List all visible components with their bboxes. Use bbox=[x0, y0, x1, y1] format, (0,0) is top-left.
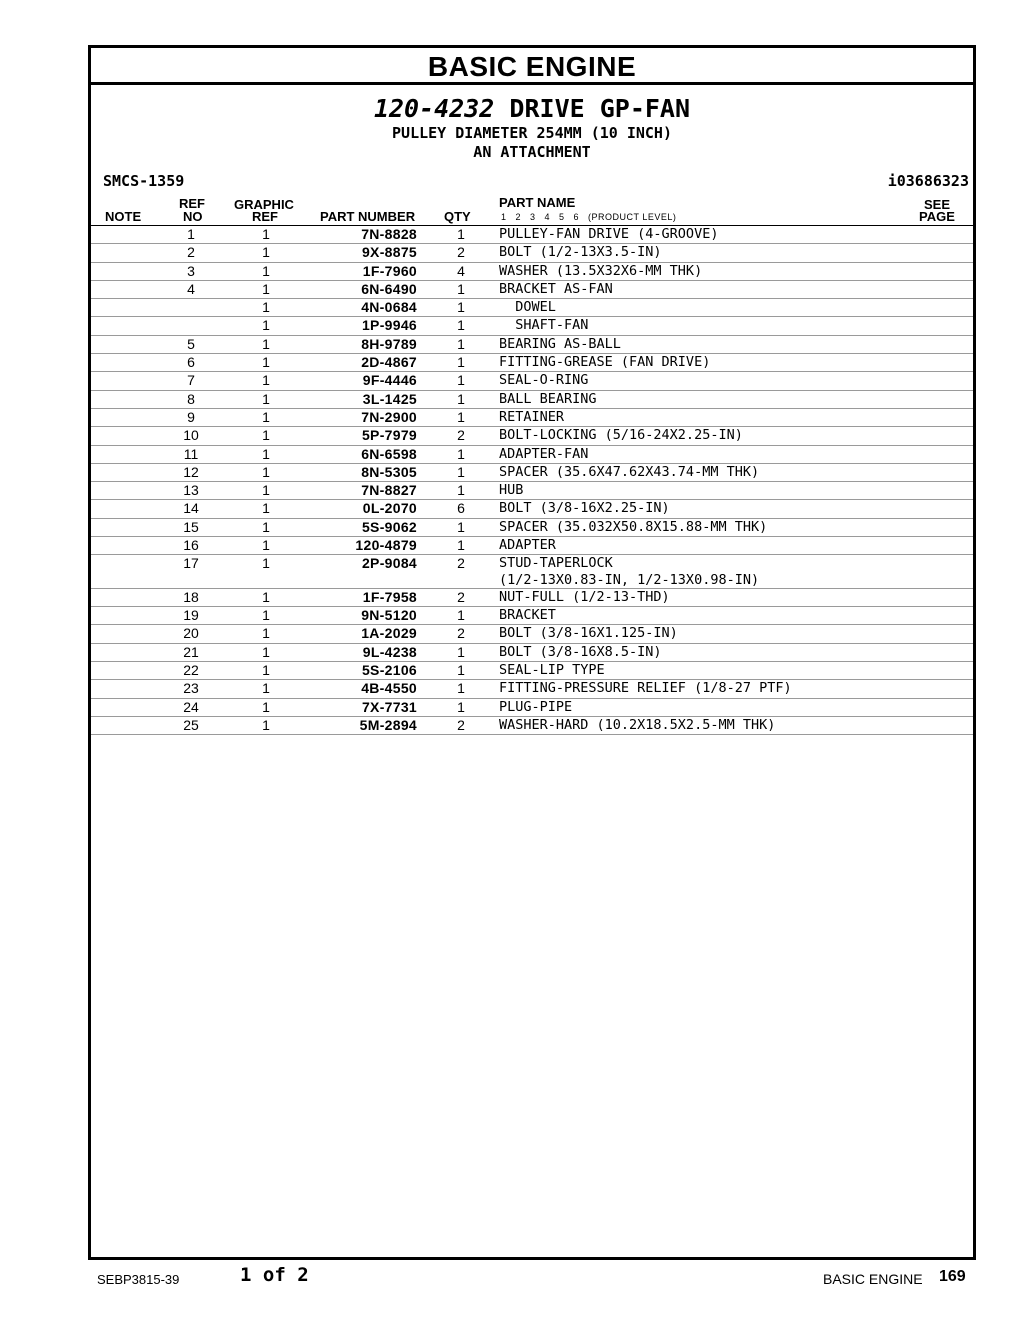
table-row bbox=[91, 537, 973, 555]
part-number: 3L-1425 bbox=[362, 390, 417, 407]
graphic-ref: 1 bbox=[262, 482, 270, 499]
part-name bbox=[499, 281, 939, 298]
part-name-line: SPACER (35.032X50.8X15.88-MM THK) bbox=[499, 518, 768, 535]
group-header bbox=[91, 94, 973, 162]
header-part-number: PART NUMBER bbox=[320, 209, 416, 224]
ref-no: 23 bbox=[183, 680, 199, 697]
ref-no: 4 bbox=[187, 280, 195, 297]
graphic-ref: 1 bbox=[262, 408, 270, 425]
part-name bbox=[499, 372, 939, 389]
quantity: 1 bbox=[457, 680, 465, 697]
table-row bbox=[91, 699, 973, 717]
group-title bbox=[91, 94, 973, 124]
part-number: 5S-2106 bbox=[361, 662, 417, 679]
quantity: 1 bbox=[457, 354, 465, 371]
table-row bbox=[91, 607, 973, 625]
graphic-ref: 1 bbox=[262, 537, 270, 554]
part-number: 1F-7960 bbox=[362, 262, 417, 279]
part-name bbox=[499, 519, 939, 536]
table-row bbox=[91, 482, 973, 500]
parts-page-frame bbox=[88, 45, 976, 1260]
part-name bbox=[499, 354, 939, 371]
part-name bbox=[499, 555, 939, 589]
quantity: 1 bbox=[457, 445, 465, 462]
part-number: 120-4879 bbox=[355, 537, 417, 554]
quantity: 1 bbox=[457, 607, 465, 624]
part-name bbox=[499, 699, 939, 716]
footer-doc-id: SEBP3815-39 bbox=[97, 1272, 180, 1287]
part-number: 5P-7979 bbox=[361, 427, 417, 444]
part-number: 2D-4867 bbox=[361, 354, 417, 371]
ref-no: 12 bbox=[183, 463, 199, 480]
table-row bbox=[91, 644, 973, 662]
quantity: 4 bbox=[457, 262, 465, 279]
table-row bbox=[91, 299, 973, 317]
part-name-line: ADAPTER bbox=[499, 537, 556, 554]
ref-no: 9 bbox=[187, 408, 195, 425]
graphic-ref: 1 bbox=[262, 280, 270, 297]
ref-no: 7 bbox=[187, 372, 195, 389]
quantity: 2 bbox=[457, 244, 465, 261]
ref-no: 8 bbox=[187, 390, 195, 407]
quantity: 1 bbox=[457, 372, 465, 389]
part-number: 7X-7731 bbox=[361, 698, 417, 715]
part-number: 9N-5120 bbox=[361, 607, 417, 624]
table-row bbox=[91, 717, 973, 735]
quantity: 1 bbox=[457, 299, 465, 316]
graphic-ref: 1 bbox=[262, 244, 270, 261]
ref-no: 20 bbox=[183, 625, 199, 642]
group-subtitle-2: AN ATTACHMENT bbox=[473, 143, 591, 161]
part-number: 5M-2894 bbox=[359, 716, 417, 733]
footer-section: BASIC ENGINE bbox=[823, 1271, 923, 1287]
table-row bbox=[91, 409, 973, 427]
ref-no: 10 bbox=[183, 427, 199, 444]
part-name bbox=[499, 391, 939, 408]
part-number: 7N-8827 bbox=[361, 482, 417, 499]
part-name bbox=[499, 244, 939, 261]
ref-no: 22 bbox=[183, 662, 199, 679]
parts-table-body bbox=[91, 226, 973, 735]
part-name-line: FITTING-PRESSURE RELIEF (1/8-27 PTF) bbox=[499, 680, 792, 697]
quantity: 1 bbox=[457, 643, 465, 660]
part-name-line: DOWEL bbox=[499, 299, 556, 316]
part-number: 4B-4550 bbox=[361, 680, 417, 697]
part-name bbox=[499, 644, 939, 661]
part-name bbox=[499, 500, 939, 517]
part-name bbox=[499, 317, 939, 334]
graphic-ref: 1 bbox=[262, 317, 270, 334]
quantity: 1 bbox=[457, 662, 465, 679]
part-name-line: BALL BEARING bbox=[499, 390, 597, 407]
part-name bbox=[499, 299, 939, 316]
graphic-ref: 1 bbox=[262, 354, 270, 371]
part-name-line: BOLT (1/2-13X3.5-IN) bbox=[499, 244, 662, 261]
graphic-ref: 1 bbox=[262, 625, 270, 642]
part-number: 6N-6598 bbox=[361, 445, 417, 462]
table-row bbox=[91, 519, 973, 537]
table-row bbox=[91, 589, 973, 607]
part-name-line: PULLEY-FAN DRIVE (4-GROOVE) bbox=[499, 226, 719, 242]
quantity: 1 bbox=[457, 226, 465, 242]
header-graphic-top: GRAPHIC bbox=[234, 197, 294, 212]
ref-no: 6 bbox=[187, 354, 195, 371]
ref-no: 18 bbox=[183, 588, 199, 605]
graphic-ref: 1 bbox=[262, 299, 270, 316]
part-name-line: STUD-TAPERLOCK bbox=[499, 555, 613, 572]
quantity: 1 bbox=[457, 518, 465, 535]
part-name bbox=[499, 482, 939, 499]
graphic-ref: 1 bbox=[262, 643, 270, 660]
table-row bbox=[91, 244, 973, 262]
ref-no: 17 bbox=[183, 555, 199, 572]
ref-no: 3 bbox=[187, 262, 195, 279]
part-name-line: BRACKET bbox=[499, 607, 556, 624]
section-title: BASIC ENGINE bbox=[91, 48, 973, 85]
part-name bbox=[499, 625, 939, 642]
part-name-line: SPACER (35.6X47.62X43.74-MM THK) bbox=[499, 463, 760, 480]
quantity: 2 bbox=[457, 588, 465, 605]
part-number: 7N-8828 bbox=[361, 226, 417, 242]
part-name bbox=[499, 226, 939, 243]
quantity: 1 bbox=[457, 698, 465, 715]
part-name-line: WASHER-HARD (10.2X18.5X2.5-MM THK) bbox=[499, 716, 776, 733]
part-number: 7N-2900 bbox=[361, 408, 417, 425]
header-graphic-bottom: REF bbox=[252, 209, 278, 224]
group-name: DRIVE GP-FAN bbox=[509, 94, 691, 123]
part-number: 9X-8875 bbox=[361, 244, 417, 261]
quantity: 1 bbox=[457, 390, 465, 407]
quantity: 1 bbox=[457, 335, 465, 352]
table-row bbox=[91, 281, 973, 299]
table-row bbox=[91, 336, 973, 354]
part-name-line: WASHER (13.5X32X6-MM THK) bbox=[499, 262, 703, 279]
graphic-ref: 1 bbox=[262, 588, 270, 605]
part-name bbox=[499, 464, 939, 481]
part-number: 9F-4446 bbox=[362, 372, 417, 389]
part-name-line: HUB bbox=[499, 482, 524, 499]
part-name bbox=[499, 537, 939, 554]
part-name bbox=[499, 446, 939, 463]
graphic-ref: 1 bbox=[262, 427, 270, 444]
part-name-line: BOLT (3/8-16X2.25-IN) bbox=[499, 500, 670, 517]
part-name bbox=[499, 336, 939, 353]
graphic-ref: 1 bbox=[262, 607, 270, 624]
graphic-ref: 1 bbox=[262, 463, 270, 480]
ref-no: 5 bbox=[187, 335, 195, 352]
part-name-line: NUT-FULL (1/2-13-THD) bbox=[499, 588, 670, 605]
part-name bbox=[499, 662, 939, 679]
table-row bbox=[91, 555, 973, 589]
ref-no: 13 bbox=[183, 482, 199, 499]
ref-no: 1 bbox=[187, 226, 195, 242]
graphic-ref: 1 bbox=[262, 372, 270, 389]
smcs-line bbox=[91, 168, 973, 192]
part-number: 8N-5305 bbox=[361, 463, 417, 480]
ref-no: 21 bbox=[183, 643, 199, 660]
part-number: 1A-2029 bbox=[361, 625, 417, 642]
part-number: 0L-2070 bbox=[362, 500, 417, 517]
part-name-line: BEARING AS-BALL bbox=[499, 335, 621, 352]
graphic-ref: 1 bbox=[262, 698, 270, 715]
smcs-code: SMCS-1359 bbox=[103, 172, 185, 190]
part-name bbox=[499, 717, 939, 734]
quantity: 2 bbox=[457, 427, 465, 444]
table-row bbox=[91, 391, 973, 409]
graphic-ref: 1 bbox=[262, 445, 270, 462]
graphic-ref: 1 bbox=[262, 262, 270, 279]
part-name-line-2: (1/2-13X0.83-IN, 1/2-13X0.98-IN) bbox=[499, 572, 760, 589]
page-footer bbox=[0, 1264, 1020, 1290]
table-row bbox=[91, 263, 973, 281]
graphic-ref: 1 bbox=[262, 335, 270, 352]
quantity: 2 bbox=[457, 625, 465, 642]
table-row bbox=[91, 427, 973, 445]
header-part-name: PART NAME bbox=[499, 195, 576, 210]
part-name-line: SEAL-LIP TYPE bbox=[499, 662, 605, 679]
quantity: 1 bbox=[457, 482, 465, 499]
table-header bbox=[91, 192, 973, 226]
header-note: NOTE bbox=[105, 209, 142, 224]
part-name bbox=[499, 680, 939, 697]
quantity: 1 bbox=[457, 408, 465, 425]
part-name-line: BOLT (3/8-16X1.125-IN) bbox=[499, 625, 678, 642]
part-name-line: PLUG-PIPE bbox=[499, 698, 573, 715]
document-id: i03686323 bbox=[887, 172, 969, 190]
graphic-ref: 1 bbox=[262, 390, 270, 407]
part-name-line: BRACKET AS-FAN bbox=[499, 280, 613, 297]
part-name bbox=[499, 263, 939, 280]
table-row bbox=[91, 625, 973, 643]
ref-no: 19 bbox=[183, 607, 199, 624]
part-number: 9L-4238 bbox=[362, 643, 417, 660]
table-row bbox=[91, 662, 973, 680]
quantity: 1 bbox=[457, 280, 465, 297]
quantity: 6 bbox=[457, 500, 465, 517]
part-name bbox=[499, 409, 939, 426]
footer-page-number: 169 bbox=[939, 1268, 966, 1285]
graphic-ref: 1 bbox=[262, 680, 270, 697]
ref-no: 16 bbox=[183, 537, 199, 554]
ref-no: 11 bbox=[183, 445, 199, 462]
graphic-ref: 1 bbox=[262, 226, 270, 242]
part-number: 2P-9084 bbox=[361, 555, 417, 572]
ref-no: 2 bbox=[187, 244, 195, 261]
quantity: 1 bbox=[457, 537, 465, 554]
footer-page-of: 1 of 2 bbox=[240, 1264, 309, 1286]
quantity: 2 bbox=[457, 555, 465, 572]
part-number: 1F-7958 bbox=[362, 588, 417, 605]
part-name bbox=[499, 589, 939, 606]
graphic-ref: 1 bbox=[262, 518, 270, 535]
table-row bbox=[91, 226, 973, 244]
header-see-bottom: PAGE bbox=[919, 209, 955, 224]
group-number: 120-4232 bbox=[373, 94, 495, 123]
ref-no: 24 bbox=[183, 698, 199, 715]
quantity: 2 bbox=[457, 716, 465, 733]
ref-no: 15 bbox=[183, 518, 199, 535]
part-number: 5S-9062 bbox=[361, 518, 417, 535]
part-name-line: FITTING-GREASE (FAN DRIVE) bbox=[499, 354, 711, 371]
graphic-ref: 1 bbox=[262, 716, 270, 733]
quantity: 1 bbox=[457, 317, 465, 334]
part-name-line: RETAINER bbox=[499, 408, 565, 425]
header-ref-top: REF bbox=[179, 196, 205, 211]
table-row bbox=[91, 354, 973, 372]
part-name-line: ADAPTER-FAN bbox=[499, 445, 589, 462]
table-row bbox=[91, 500, 973, 518]
header-ref-bottom: NO bbox=[183, 209, 203, 224]
table-row bbox=[91, 446, 973, 464]
table-row bbox=[91, 317, 973, 335]
part-name-line: BOLT (3/8-16X8.5-IN) bbox=[499, 643, 662, 660]
part-name-line: SEAL-O-RING bbox=[499, 372, 589, 389]
table-row bbox=[91, 680, 973, 698]
group-subtitle-1: PULLEY DIAMETER 254MM (10 INCH) bbox=[392, 124, 672, 142]
table-row bbox=[91, 372, 973, 390]
ref-no: 25 bbox=[183, 716, 199, 733]
graphic-ref: 1 bbox=[262, 555, 270, 572]
header-product-levels: 1 2 3 4 5 6 (PRODUCT LEVEL) bbox=[501, 212, 677, 222]
part-number: 8H-9789 bbox=[361, 335, 417, 352]
header-qty: QTY bbox=[444, 209, 471, 224]
part-name bbox=[499, 427, 939, 444]
ref-no: 14 bbox=[183, 500, 199, 517]
quantity: 1 bbox=[457, 463, 465, 480]
part-number: 1P-9946 bbox=[361, 317, 417, 334]
part-name-line: SHAFT-FAN bbox=[499, 317, 589, 334]
part-number: 6N-6490 bbox=[361, 280, 417, 297]
graphic-ref: 1 bbox=[262, 662, 270, 679]
graphic-ref: 1 bbox=[262, 500, 270, 517]
part-number: 4N-0684 bbox=[361, 299, 417, 316]
part-name bbox=[499, 607, 939, 624]
part-name-line: BOLT-LOCKING (5/16-24X2.25-IN) bbox=[499, 427, 743, 444]
header-see-top: SEE bbox=[924, 197, 951, 212]
table-row bbox=[91, 464, 973, 482]
